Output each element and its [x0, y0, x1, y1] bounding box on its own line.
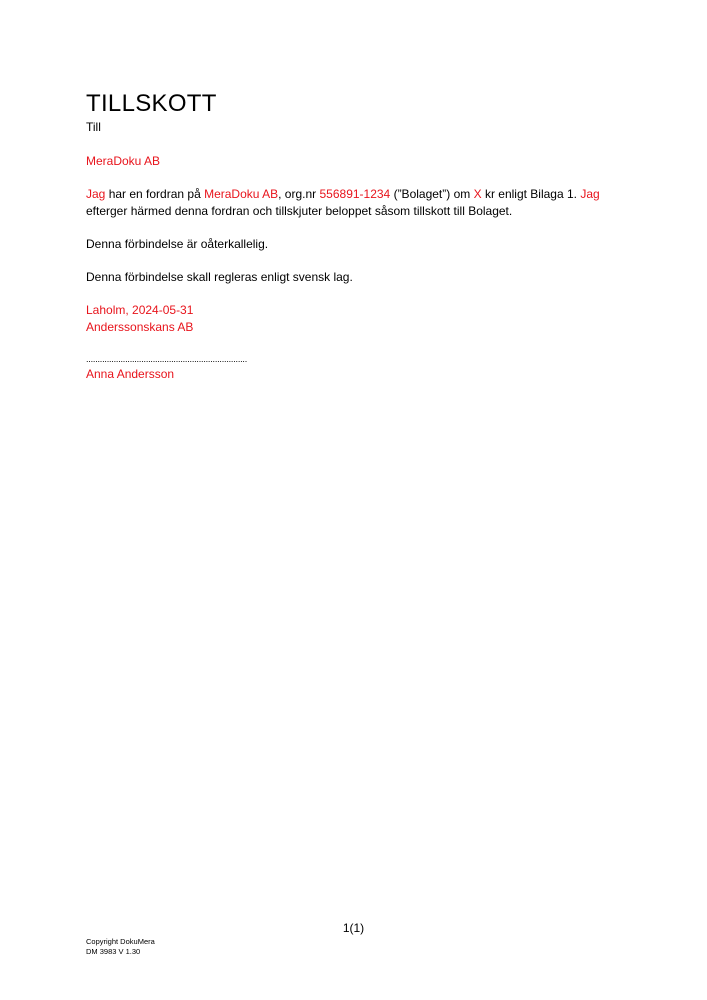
subject-field: Jag — [86, 187, 106, 201]
place-date: Laholm, 2024-05-31 — [86, 303, 194, 317]
to-label: Till — [86, 120, 101, 134]
governing-law-paragraph: Denna förbindelse skall regleras enligt svensk lag. — [86, 270, 353, 284]
amount-field: X — [473, 187, 482, 201]
document-title: TILLSKOTT — [86, 90, 217, 117]
receivable-paragraph — [86, 186, 626, 220]
paragraph-text: kr enligt Bilaga 1. — [481, 187, 581, 201]
company-field: MeraDoku AB — [204, 187, 279, 201]
paragraph-text: har en fordran på — [105, 187, 205, 201]
subject-field: Jag — [580, 187, 600, 201]
page-number: 1(1) — [342, 921, 365, 935]
recipient-name: MeraDoku AB — [86, 154, 161, 168]
footer — [86, 937, 155, 957]
paragraph-text: , org.nr — [278, 187, 320, 201]
org-number-field: 556891-1234 — [319, 187, 391, 201]
footer-copyright: Copyright DokuMera — [86, 937, 155, 946]
paragraph-text: (”Bolaget”) om — [390, 187, 474, 201]
footer-doc-id: DM 3983 V 1.30 — [86, 947, 141, 956]
signer-name: Anna Andersson — [86, 367, 175, 381]
signer-company: Anderssonskans AB — [86, 320, 194, 334]
paragraph-text: efterger härmed denna fordran och tillskjuter beloppet såsom tillskott till Bolaget. — [86, 204, 513, 218]
signature-line: ...................................................................... — [86, 354, 248, 364]
document-body — [86, 90, 626, 383]
irrevocable-paragraph: Denna förbindelse är oåterkallelig. — [86, 237, 269, 251]
